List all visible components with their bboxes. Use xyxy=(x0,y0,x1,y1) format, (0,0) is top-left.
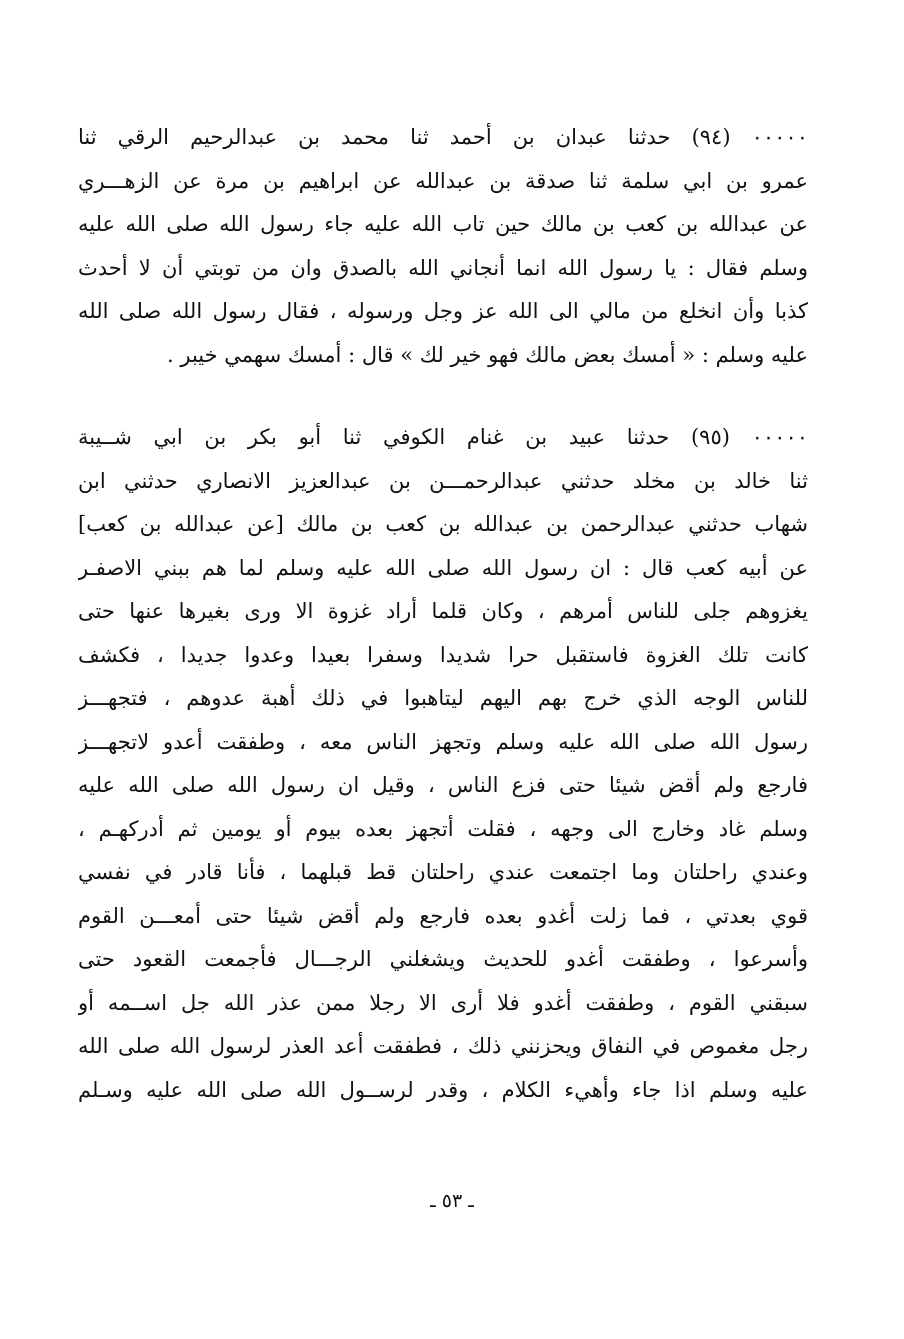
text-line: للناس الوجه الذي خرج بهم اليهم ليتاهبوا في ذلك أهبة عدوهم ، فتجهـــز xyxy=(78,686,808,710)
text-line: كانت تلك الغزوة فاستقبل حرا شديدا وسفرا بعيدا وعدوا جديدا ، فكشف xyxy=(78,642,808,667)
text-line: رسول الله صلى الله عليه وسلم وتجهز الناس معه ، وطفقت أعدو لاتجهـــز xyxy=(78,729,808,754)
text-line: فارجع ولم أقض شيئا حتى فزع الناس ، وقيل ان رسول الله صلى الله عليه xyxy=(78,773,808,797)
hadith-paragraph-94 xyxy=(78,116,808,377)
text-line: وأسرعوا ، وطفقت أغدو للحديث ويشغلني الرجـــال فأجمعت القعود حتى xyxy=(78,947,808,971)
text-line: قوي بعدتي ، فما زلت أغدو بعده فارجع ولم أقض شيئا حتى أمعـــن القوم xyxy=(78,903,808,928)
text-line: عن أبيه كعب قال : ان رسول الله صلى الله عليه وسلم لما هم ببني الاصفـر xyxy=(78,555,808,580)
text-line: وسلم فقال : يا رسول الله انما أنجاني الله بالصدق وان من توبتي أن لا أحدث xyxy=(78,255,808,280)
text-line: كذبا وأن انخلع من مالي الى الله عز وجل ورسوله ، فقال رسول الله صلى الله xyxy=(78,299,808,323)
text-line: وسلم غاد وخارج الى وجهه ، فقلت أتجهز بعده بيوم أو يومين ثم أدركهـم ، xyxy=(78,816,808,841)
text-line: ثنا خالد بن مخلد حدثني عبدالرحمـــن بن عبدالعزيز الانصاري حدثني ابن xyxy=(78,468,808,493)
text-line: وعندي راحلتان وما اجتمعت عندي راحلتان قط قبلهما ، فأنا قادر في نفسي xyxy=(78,860,808,884)
text-line: عن عبدالله بن كعب بن مالك حين تاب الله عليه جاء رسول الله صلى الله عليه xyxy=(78,212,808,236)
text-line: عمرو بن ابي سلمة ثنا صدقة بن عبدالله عن ابراهيم بن مرة عن الزهـــري xyxy=(78,168,808,193)
text-line: رجل مغموص في النفاق ويحزنني ذلك ، فطفقت أعد العذر لرسول الله صلى الله xyxy=(78,1034,808,1058)
text-line: شهاب حدثني عبدالرحمن بن عبدالله بن كعب بن مالك [عن عبدالله بن كعب] xyxy=(78,512,808,536)
hadith-paragraph-95 xyxy=(78,416,808,1112)
text-line: عليه وسلم : « أمسك بعض مالك فهو خير لك » قال : أمسك سهمي خيبر . xyxy=(167,342,808,367)
page-number: ـ ٥٣ ـ xyxy=(430,1190,474,1212)
text-line: سبقني القوم ، وطفقت أغدو فلا أرى الا رجلا ممن عذر الله جل اســمه أو xyxy=(78,990,808,1015)
text-line: عليه وسلم اذا جاء وأهيء الكلام ، وقدر لرســول الله صلى الله عليه وسـلم xyxy=(78,1077,808,1102)
text-line: ٠٠٠٠٠ (٩٤) حدثنا عبدان بن أحمد ثنا محمد بن عبدالرحيم الرقي ثنا xyxy=(78,125,808,149)
text-line: ٠٠٠٠٠ (٩٥) حدثنا عبيد بن غنام الكوفي ثنا أبو بكر بن ابي شــيبة xyxy=(78,425,808,449)
text-line: يغزوهم جلى للناس أمرهم ، وكان قلما أراد غزوة الا ورى بغيرها عنها حتى xyxy=(78,599,808,623)
